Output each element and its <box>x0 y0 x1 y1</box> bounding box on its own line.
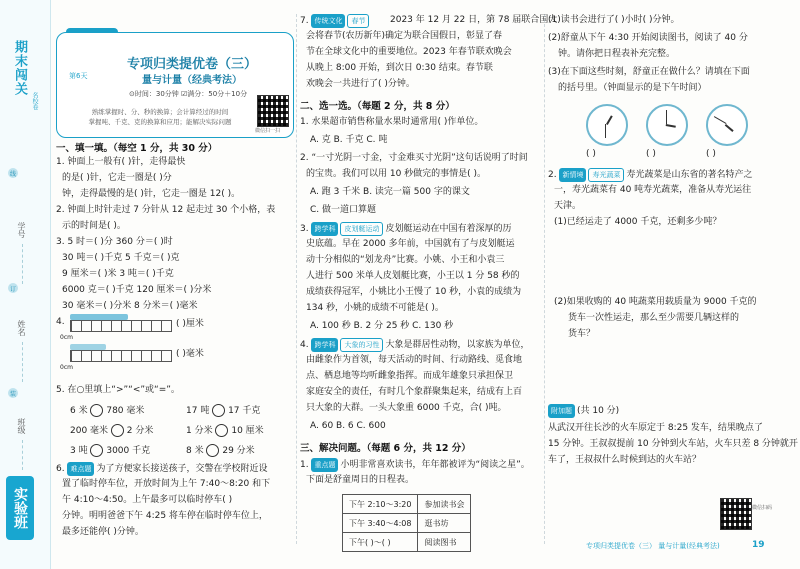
question-text: 寿光蔬菜是山东省的著名特产之 <box>626 170 753 180</box>
ruler <box>70 350 172 362</box>
question-text: 小明非常喜欢读书，年年都被评为“阅读之星”。 <box>340 460 530 470</box>
schedule-activity: 阅读图书 <box>418 533 471 552</box>
qr-label: 微信扫码 <box>752 505 773 511</box>
bonus-tag: 附加题 <box>548 404 575 418</box>
topic-tag: 跨学科 <box>311 338 338 352</box>
question-line: 9 厘米＝( )米 3 吨＝( )千克 <box>62 269 174 279</box>
student-name-label: 姓名 <box>17 320 26 336</box>
question-line: 1. 水果超市销售称量水果时通常用( )作单位。 <box>300 117 484 127</box>
column-right <box>548 14 798 559</box>
question-line: 15 分钟。王叔叔提前 10 分钟到火车站，火车只差 8 分钟就开 <box>548 439 798 449</box>
question-number: 4. <box>56 317 65 327</box>
time-score-info: ⊙时间：30分钟 ☑满分：50分＋10分 <box>129 90 248 98</box>
hour-hand <box>666 124 676 128</box>
question-line: 30 毫米＝( )分米 8 分米＝( )毫米 <box>62 301 198 311</box>
binding-dot: 线 <box>8 168 18 178</box>
question-line: 节在全球文化中的重要地位。2023 年春节联欢晚会 <box>306 47 512 57</box>
column-divider <box>296 14 297 544</box>
day-small-label: 第6天 <box>69 72 88 80</box>
topic-tag: 跨学科 <box>311 222 338 236</box>
question-line: 1. 钟面上一般有( )针，走得最快 <box>56 157 186 167</box>
question-line: 3. 5 时＝( )分 360 分＝( )时 <box>56 237 173 247</box>
minute-hand <box>605 124 606 138</box>
answer-blank: ( )毫米 <box>176 349 204 359</box>
worksheet-header <box>56 32 294 138</box>
worksheet-subtitle: 量与计量（经典考法） <box>142 75 242 86</box>
question-line: 成绩获得冠军，小姚比小王慢了 10 秒，小袁的成绩为 <box>306 287 522 297</box>
goal-line: 熟练掌握时、分、秒的换算；会计算经过的时间 <box>91 108 229 116</box>
clock-answer-blank[interactable]: ( ) <box>706 149 716 159</box>
footer-label: 专项归类提优卷（三） 量与计量(经典考法) <box>586 542 720 550</box>
schedule-table <box>342 494 471 552</box>
schedule-activity: 参加读书会 <box>418 495 471 514</box>
options-line: A. 100 秒 B. 2 分 25 秒 C. 130 秒 <box>310 321 454 331</box>
compare-circle[interactable] <box>111 424 124 437</box>
compare-row <box>186 424 264 437</box>
class-line[interactable] <box>22 440 24 470</box>
question-line: 2. “一寸光阴一寸金，寸金难买寸光阴”这句话说明了时间 <box>300 153 528 163</box>
question-line: 货车？ <box>568 329 596 339</box>
question-line: (1)读书会进行了( )小时( )分钟。 <box>548 15 680 25</box>
topic-tag: 新情境 <box>559 168 586 182</box>
topic-tag: 传统文化 <box>311 14 345 28</box>
difficulty-tag: 难点题 <box>67 462 94 476</box>
question-line: 6. 难点题 为了方便家长接送孩子，交警在学校附近设 <box>56 464 268 474</box>
options-line: A. 60 B. 6 C. 600 <box>310 421 386 431</box>
hour-hand <box>725 124 734 132</box>
column-divider <box>544 14 545 544</box>
bonus-points: (共 10 分) <box>577 406 620 416</box>
question-line: 会将春节(农历新年)确定为联合国假日，彰显了春 <box>306 31 503 41</box>
question-line: 分钟。明明爸爸下午 4:25 将车停在临时停车位上， <box>62 511 268 521</box>
schedule-time[interactable]: 下午( )～( ) <box>343 533 418 552</box>
worksheet-title: 专项归类提优卷（三） <box>126 57 257 72</box>
section-3-heading: 三、解决问题。（每题 6 分，共 12 分） <box>300 443 471 454</box>
compare-row <box>70 444 150 457</box>
options-line: A. 克 B. 千克 C. 吨 <box>310 135 388 145</box>
compare-row <box>186 444 255 457</box>
clock-face <box>706 104 748 146</box>
answer-blank: ( )厘米 <box>176 319 204 329</box>
compare-right: 29 分米 <box>222 446 255 456</box>
topic-tag: 寿光蔬菜 <box>588 168 624 182</box>
compare-circle[interactable] <box>206 444 219 457</box>
compare-left: 6 米 <box>70 406 88 416</box>
column-left <box>56 14 292 559</box>
brand-title: 期末闯关 <box>12 40 27 96</box>
schedule-time: 下午 3:40～4:08 <box>343 514 418 533</box>
qr-code <box>257 95 289 127</box>
question-text: 为了方便家长接送孩子，交警在学校附近设 <box>96 464 268 474</box>
question-line: (2)如果收购的 40 吨蔬菜用载质量为 9000 千克的 <box>554 297 757 307</box>
question-line: 货车一次性运走，那么至少需要几辆这样的 <box>568 313 740 323</box>
question-line: 由雌象作为首领，每天活动的时间、行动路线、觅食地 <box>306 355 523 365</box>
goal-line: 掌握吨、千克、克的换算和应用；能解决实际问题 <box>88 118 232 126</box>
qr-code <box>720 498 752 530</box>
question-line: 最多还能停( )分钟。 <box>62 527 144 537</box>
clock-answer-blank[interactable]: ( ) <box>646 149 656 159</box>
question-line: 的括号里。（钟面显示的是下午时间） <box>558 83 707 93</box>
compare-left: 3 吨 <box>70 446 88 456</box>
compare-circle[interactable] <box>90 444 103 457</box>
hour-hand <box>606 115 613 125</box>
compare-row <box>70 404 144 417</box>
question-line: 134 秒，小姚的成绩不可能是( )。 <box>306 303 444 313</box>
section-1-heading: 一、填一填。（每空 1 分，共 30 分） <box>56 143 218 154</box>
section-2-heading: 二、选一选。（每题 2 分，共 8 分） <box>300 101 455 112</box>
question-line: 从晚上 8:00 开始，到次日 0:30 结束。春节联 <box>306 63 493 73</box>
brand-subtitle: 名校卷 <box>31 92 38 110</box>
question-line: 5. 在○里填上“>”“<”或“=”。 <box>56 385 180 395</box>
bonus-heading <box>548 404 619 418</box>
question-line: 6000 克＝( )千克 120 厘米＝( )分米 <box>62 285 212 295</box>
compare-right: 2 分米 <box>126 426 154 436</box>
binding-dot: 装 <box>8 388 18 398</box>
question-line: 下面是舒童周日的日程表。 <box>306 475 415 485</box>
options-line: C. 做一道口算题 <box>310 205 377 215</box>
minute-hand <box>714 116 727 124</box>
question-text: 皮划艇运动在中国有着深厚的历 <box>385 224 512 234</box>
schedule-time: 下午 2:10～3:20 <box>343 495 418 514</box>
question-line: 钟。请你把日程表补充完整。 <box>558 49 676 59</box>
question-line: 家庭安全的责任，有时几个象群聚集起来，结成有上百 <box>306 387 523 397</box>
question-line: 7. 传统文化 春节 <box>300 14 371 28</box>
table-row <box>343 533 471 552</box>
question-line: 的是( )针，它走一圈是( )分 <box>62 173 172 183</box>
column-middle <box>300 14 558 559</box>
question-line: 车了，王叔叔什么时候到达的火车站？ <box>548 455 702 465</box>
compare-circle[interactable] <box>215 424 228 437</box>
question-line: 30 吨＝( )千克 5 千克＝( )克 <box>62 253 180 263</box>
table-row <box>343 514 471 533</box>
topic-tag: 皮划艇运动 <box>340 222 383 236</box>
question-line: 置了临时停车位，开放时间为上午 7:40～8:20 和下 <box>62 479 271 489</box>
compare-right: 780 毫米 <box>106 406 145 416</box>
learning-goals <box>65 107 255 127</box>
compare-circle[interactable] <box>90 404 103 417</box>
ruler <box>70 320 172 332</box>
topic-tag: 大象的习性 <box>340 338 383 352</box>
question-line: 午 4:10～4:50。上午最多可以临时停车( ) <box>62 495 233 505</box>
question-line: 3. 跨学科 皮划艇运动 皮划艇运动在中国有着深厚的历 <box>300 224 512 234</box>
question-line: 2. 新情境 寿光蔬菜 寿光蔬菜是山东省的著名特产之 <box>548 170 753 180</box>
question-line: 天津。 <box>554 201 582 211</box>
compare-circle[interactable] <box>212 404 225 417</box>
binding-dot: 订 <box>8 283 18 293</box>
compare-right: 10 厘米 <box>231 426 264 436</box>
clock-face <box>586 104 628 146</box>
minute-hand <box>666 110 667 124</box>
question-line: 点、栖息地等均听雌象指挥。而成年雄象只承担保卫 <box>306 371 514 381</box>
question-line: 2023 年 12 月 22 日，第 78 届联合国大 <box>390 15 558 25</box>
class-label: 班级 <box>17 418 26 434</box>
page-number: 19 <box>752 540 765 550</box>
question-line: 动十分相似的“划龙舟”比赛。小姚、小王和小袁三 <box>306 255 505 265</box>
compare-row <box>70 424 153 437</box>
compare-left: 8 米 <box>186 446 204 456</box>
question-line: 从武汉开往长沙的火车原定于 8:25 发车，结果晚点了 <box>548 423 763 433</box>
ruler-zero-label: 0cm <box>60 364 73 371</box>
qr-label: 微信扫一扫 <box>255 128 281 134</box>
compare-left: 1 分米 <box>186 426 213 436</box>
compare-left: 200 毫米 <box>70 426 109 436</box>
compare-right: 3000 千克 <box>106 446 151 456</box>
student-id-label: 学号 <box>17 222 26 238</box>
question-line: (2)舒童从下午 4:30 开始阅读图书，阅读了 40 分 <box>548 33 748 43</box>
question-line: 一，寿光蔬菜有 40 吨寿光蔬菜，准备从寿光运往 <box>554 185 752 195</box>
difficulty-tag: 重点题 <box>311 458 338 472</box>
student-id-line[interactable] <box>22 244 24 284</box>
clock-face <box>646 104 688 146</box>
question-line: 的宝贵。我们可以用 10 秒做完的事情是( )。 <box>306 169 487 179</box>
question-line: 4. 跨学科 大象的习性 大象是群居性动物，以家族为单位， <box>300 340 530 350</box>
question-line: 欢晚会一共进行了( )分钟。 <box>306 79 415 89</box>
compare-row <box>186 404 260 417</box>
options-line: A. 跑 3 千米 B. 读完一篇 500 字的课文 <box>310 187 470 197</box>
question-line: 只大象的大群。一头大象重 6000 千克，合( )吨。 <box>306 403 507 413</box>
topic-tag: 春节 <box>347 14 369 28</box>
schedule-activity: 逛书坊 <box>418 514 471 533</box>
compare-right: 17 千克 <box>228 406 261 416</box>
ruler-zero-label: 0cm <box>60 334 73 341</box>
question-line: 1. 重点题 小明非常喜欢读书，年年都被评为“阅读之星”。 <box>300 460 530 470</box>
question-line: 示的时间是( )。 <box>62 221 126 231</box>
question-line: 2. 钟面上时针走过 7 分针从 12 起走过 30 个小格，表 <box>56 205 276 215</box>
table-row <box>343 495 471 514</box>
student-name-line[interactable] <box>22 342 24 382</box>
question-line: 钟，走得最慢的是( )针，它走一圈是 12( )。 <box>62 189 241 199</box>
question-line: (1)已经运走了 4000 千克，还剩多少吨？ <box>554 217 722 227</box>
question-text: 大象是群居性动物，以家族为单位， <box>385 340 530 350</box>
clock-answer-blank[interactable]: ( ) <box>586 149 596 159</box>
brand-bottom-badge: 实验班 <box>6 476 34 540</box>
question-line: (3)在下面这些时刻，舒童正在做什么？请填在下面 <box>548 67 750 77</box>
question-line: 人进行 500 米单人皮划艇比赛，小王以 1 分 58 秒的 <box>306 271 520 281</box>
question-line: 史底蕴。早在 2000 多年前，中国就有了与皮划艇运 <box>306 239 515 249</box>
compare-left: 17 吨 <box>186 406 210 416</box>
